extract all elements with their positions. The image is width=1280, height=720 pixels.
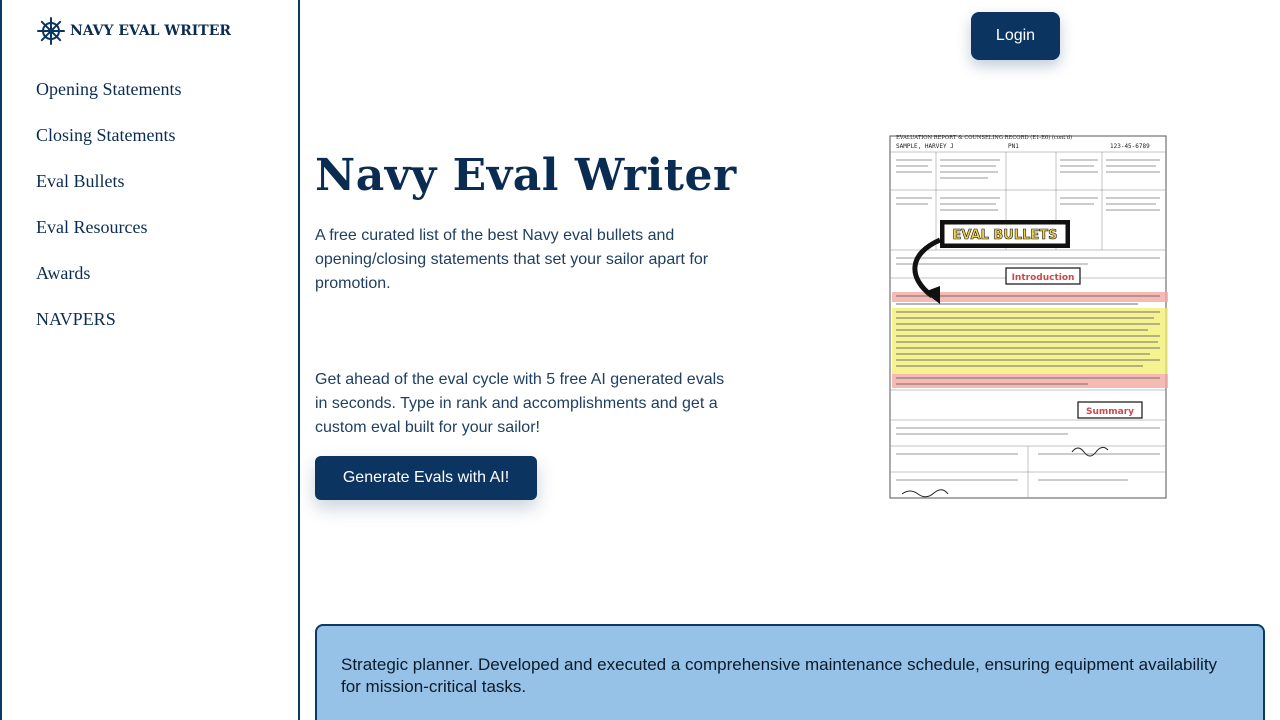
sidebar-nav xyxy=(36,76,181,352)
ai-description: Get ahead of the eval cycle with 5 free AI generated evals in seconds. Type in rank and accomplishments and get a custom eval built for your sailor! xyxy=(315,371,725,436)
form-name: SAMPLE, HARVEY J xyxy=(896,143,954,150)
sidebar-item-eval-bullets[interactable]: Eval Bullets xyxy=(36,171,125,191)
callout-introduction: Introduction xyxy=(1011,273,1075,283)
callout-eval-bullets: EVAL BULLETS xyxy=(952,228,1058,243)
generate-evals-button[interactable]: Generate Evals with AI! xyxy=(315,456,537,500)
sidebar-item-opening-statements[interactable]: Opening Statements xyxy=(36,79,182,99)
logo-text: NAVY EVAL WRITER xyxy=(70,23,232,39)
sidebar-item-navpers[interactable]: NAVPERS xyxy=(36,309,116,329)
sidebar-item-closing-statements[interactable]: Closing Statements xyxy=(36,125,176,145)
sidebar-item-eval-resources[interactable]: Eval Resources xyxy=(36,217,148,237)
hero-description: A free curated list of the best Navy eval bullets and opening/closing statements that set your sailor apart for promotion. xyxy=(315,227,709,292)
callout-summary: Summary xyxy=(1085,407,1135,417)
login-button[interactable]: Login xyxy=(971,12,1060,60)
ship-wheel-icon xyxy=(36,16,66,46)
form-ssn: 123-45-6789 xyxy=(1110,143,1150,150)
eval-form-image xyxy=(888,128,1168,500)
sidebar xyxy=(0,0,300,720)
form-rate: PN1 xyxy=(1008,143,1019,150)
sample-bullet-card xyxy=(315,624,1265,720)
sidebar-item-awards[interactable]: Awards xyxy=(36,263,91,283)
logo[interactable] xyxy=(36,16,231,46)
page-title: Navy Eval Writer xyxy=(315,150,737,201)
sample-bullet-text: Strategic planner. Developed and executed a comprehensive maintenance schedule, ensuring equipment availability for mission-critical tasks. xyxy=(341,655,1218,696)
form-title: EVALUATION REPORT & COUNSELING RECORD (E1-E6) (cont'd) xyxy=(896,135,1073,142)
